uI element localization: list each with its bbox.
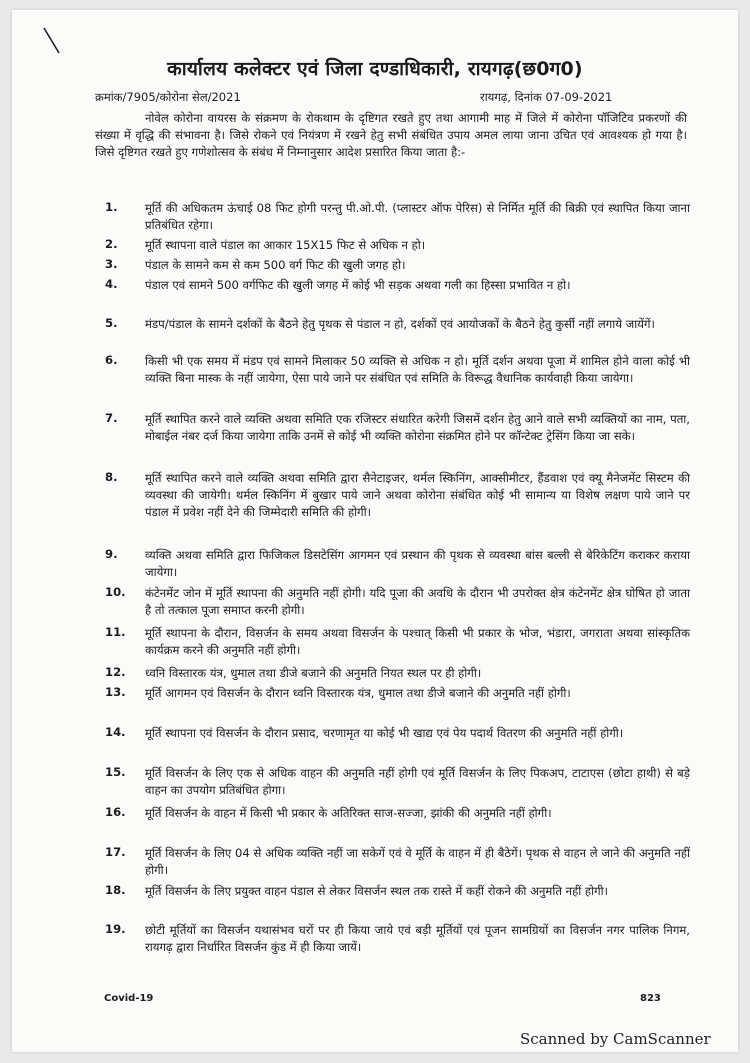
item-text: मंडप/पंडाल के सामने दर्शकों के बैठने हेतु पृथक से पंडाल न हो, दर्शकों एवं आयोजकों के बैठने हेतु कुर्सी नहीं लगाये जायेंगें। [145,317,655,331]
item-text: मूर्ति स्थापना के दौरान, विसर्जन के समय अथवा विसर्जन के पश्चात् किसी भी प्रकार के भोज, भंडारा, जगराता अथवा सांस्कृतिक कार्यक्रम करने की अनुमति नहीं होगी। [145,626,690,657]
item-text: मूर्ति विसर्जन के लिए एक से अधिक वाहन की अनुमति नहीं होगी एवं मूर्ति विसर्जन के लिए पिकअप, टाटाएस (छोटा हाथी) से बड़े वाहन का उपयोग प्रतिबंधित होगा। [145,766,690,797]
item-number: 17. [105,845,126,859]
item-text: किसी भी एक समय में मंडप एवं सामने मिलाकर 50 व्यक्ति से अधिक न हो। मूर्ति दर्शन अथवा पूजा में शामिल होने वाला कोई भी व्यक्ति बिना मास्क के नहीं जायेगा, ऐसा पाये जाने पर संबंधित एवं समिति के विरूद्ध वैधानिक कार्यवाही किया जायेगा। [145,354,690,385]
item-number: 16. [105,805,126,819]
preamble-paragraph: नोवेल कोरोना वायरस के संक्रमण के रोकथाम के दृष्टिगत रखते हुए तथा आगामी माह में जिले में कोरोना पॉजिटिव प्रकरणों की संख्या में वृद्धि की संभावना है। जिसे रोकने एवं नियंत्रण में रखने हेतु सभी संबंधित उपाय अमल लाया जाना उचित एवं आवश्यक हो गया है। जिसे दृष्टिगत रखते हुए गणेशोत्सव के संबंध में निम्नानुसार आदेश प्रसारित किया जाता है:- [95,111,687,159]
item-number: 12. [105,665,126,679]
item-text: पंडाल के सामने कम से कम 500 वर्ग फिट की खुली जगह हो। [145,258,406,272]
item-number: 14. [105,725,126,739]
page-number: 823 [640,993,661,1004]
item-number: 2. [105,237,118,251]
item-text: मूर्ति की अधिकतम ऊंचाई 08 फिट होगी परन्तु पी.ओ.पी. (प्लास्टर ऑफ पेरिस) से निर्मित मूर्ति की बिक्री एवं स्थापित किया जाना प्रतिबंधित रहेगा। [145,201,690,232]
item-number: 9. [105,547,118,561]
footer-label: Covid-19 [104,993,154,1004]
item-number: 3. [105,257,118,271]
item-text: मूर्ति स्थापना वाले पंडाल का आकार 15X15 फिट से अधिक न हो। [145,238,426,252]
scanner-watermark: Scanned by CamScanner [520,1030,711,1048]
item-number: 6. [105,353,118,367]
item-number: 15. [105,765,126,779]
place-date: रायगढ़, दिनांक 07-09-2021 [480,90,613,104]
item-text: मूर्ति स्थापना एवं विसर्जन के दौरान प्रसाद, चरणामृत या कोई भी खाद्य एवं पेय पदार्थ वितरण की अनुमति नहीं होगी। [145,726,624,740]
item-text: छोटी मूर्तियों का विसर्जन यथासंभव घरों पर ही किया जाये एवं बड़ी मूर्तियों एवं पूजन सामग्रियों का विसर्जन नगर पालिक निगम, रायगढ़ द्वारा निर्धारित विसर्जन कुंड में ही किया जायें। [145,923,690,954]
item-number: 11. [105,625,126,639]
item-text: ध्वनि विस्तारक यंत्र, धुमाल तथा डीजे बजाने की अनुमति नियत स्थल पर ही होगी। [145,666,482,680]
item-number: 18. [105,883,126,897]
item-text: पंडाल एवं सामने 500 वर्गफिट की खुली जगह में कोई भी सड़क अथवा गली का हिस्सा प्रभावित न हो। [145,278,571,292]
item-text: मूर्ति विसर्जन के वाहन में किसी भी प्रकार के अतिरिक्त साज-सज्जा, झांकी की अनुमति नहीं होगी। [145,806,552,820]
item-text: मूर्ति स्थापित करने वाले व्यक्ति अथवा समिति एक रजिस्टर संधारित करेगी जिसमें दर्शन हेतु आने वाले सभी व्यक्तियों का नाम, पता, मोबाईल नंबर दर्ज किया जायेगा ताकि उनमें से कोई भी व्यक्ति कोरोना संक्रमित होने पर कॉन्टेक्ट ट्रेसिंग किया जा सके। [145,412,690,443]
item-text: व्यक्ति अथवा समिति द्वारा फिजिकल डिसटेसिंग आगमन एवं प्रस्थान की पृथक से व्यवस्था बांस बल्ली से बेरिकेटिंग कराकर कराया जायेगा। [145,548,690,579]
office-title: कार्यालय कलेक्टर एवं जिला दण्डाधिकारी, रायगढ़(छ0ग0) [167,58,583,80]
item-number: 13. [105,685,126,699]
item-number: 4. [105,277,118,291]
reference-number: क्रमांक/7905/कोरोना सेल/2021 [95,90,241,104]
pen-stroke-mark [42,26,62,56]
item-text: मूर्ति आगमन एवं विसर्जन के दौरान ध्वनि विस्तारक यंत्र, धुमाल तथा डीजे बजाने की अनुमति नहीं होगी। [145,686,571,700]
item-number: 8. [105,470,118,484]
item-text: कंटेनमेंट जोन में मूर्ति स्थापना की अनुमति नहीं होगी। यदि पूजा की अवधि के दौरान भी उपरोक्त क्षेत्र कंटेनमेंट क्षेत्र घोषित हो जाता है तो तत्काल पूजा समाप्त करनी होगी। [145,586,690,617]
item-number: 19. [105,922,126,936]
item-text: मूर्ति विसर्जन के लिए 04 से अधिक व्यक्ति नहीं जा सकेगें एवं वे मूर्ति के वाहन में ही बैठेगें। पृथक से वाहन ले जाने की अनुमति नहीं होगी। [145,846,690,877]
item-number: 10. [105,585,126,599]
item-text: मूर्ति विसर्जन के लिए प्रयुक्त वाहन पंडाल से लेकर विसर्जन स्थल तक रास्ते में कहीं रोकने की अनुमति नहीं होगी। [145,884,608,898]
item-number: 1. [105,200,118,214]
item-number: 5. [105,316,118,330]
item-number: 7. [105,411,118,425]
item-text: मूर्ति स्थापित करने वाले व्यक्ति अथवा समिति द्वारा सैनेटाइजर, थर्मल स्किनिंग, आक्सीमीटर, हैंडवाश एवं क्यू मैनेजमेंट सिस्टम की व्यवस्था की जायेगी। थर्मल स्किनिंग में बुखार पाये जाने अथवा कोरोना संबंधित कोई भी सामान्य या विशेष लक्षण पाये जाने पर पंडाल में प्रवेश नहीं देने की जिम्मेदारी समिति की होगी। [145,471,690,519]
